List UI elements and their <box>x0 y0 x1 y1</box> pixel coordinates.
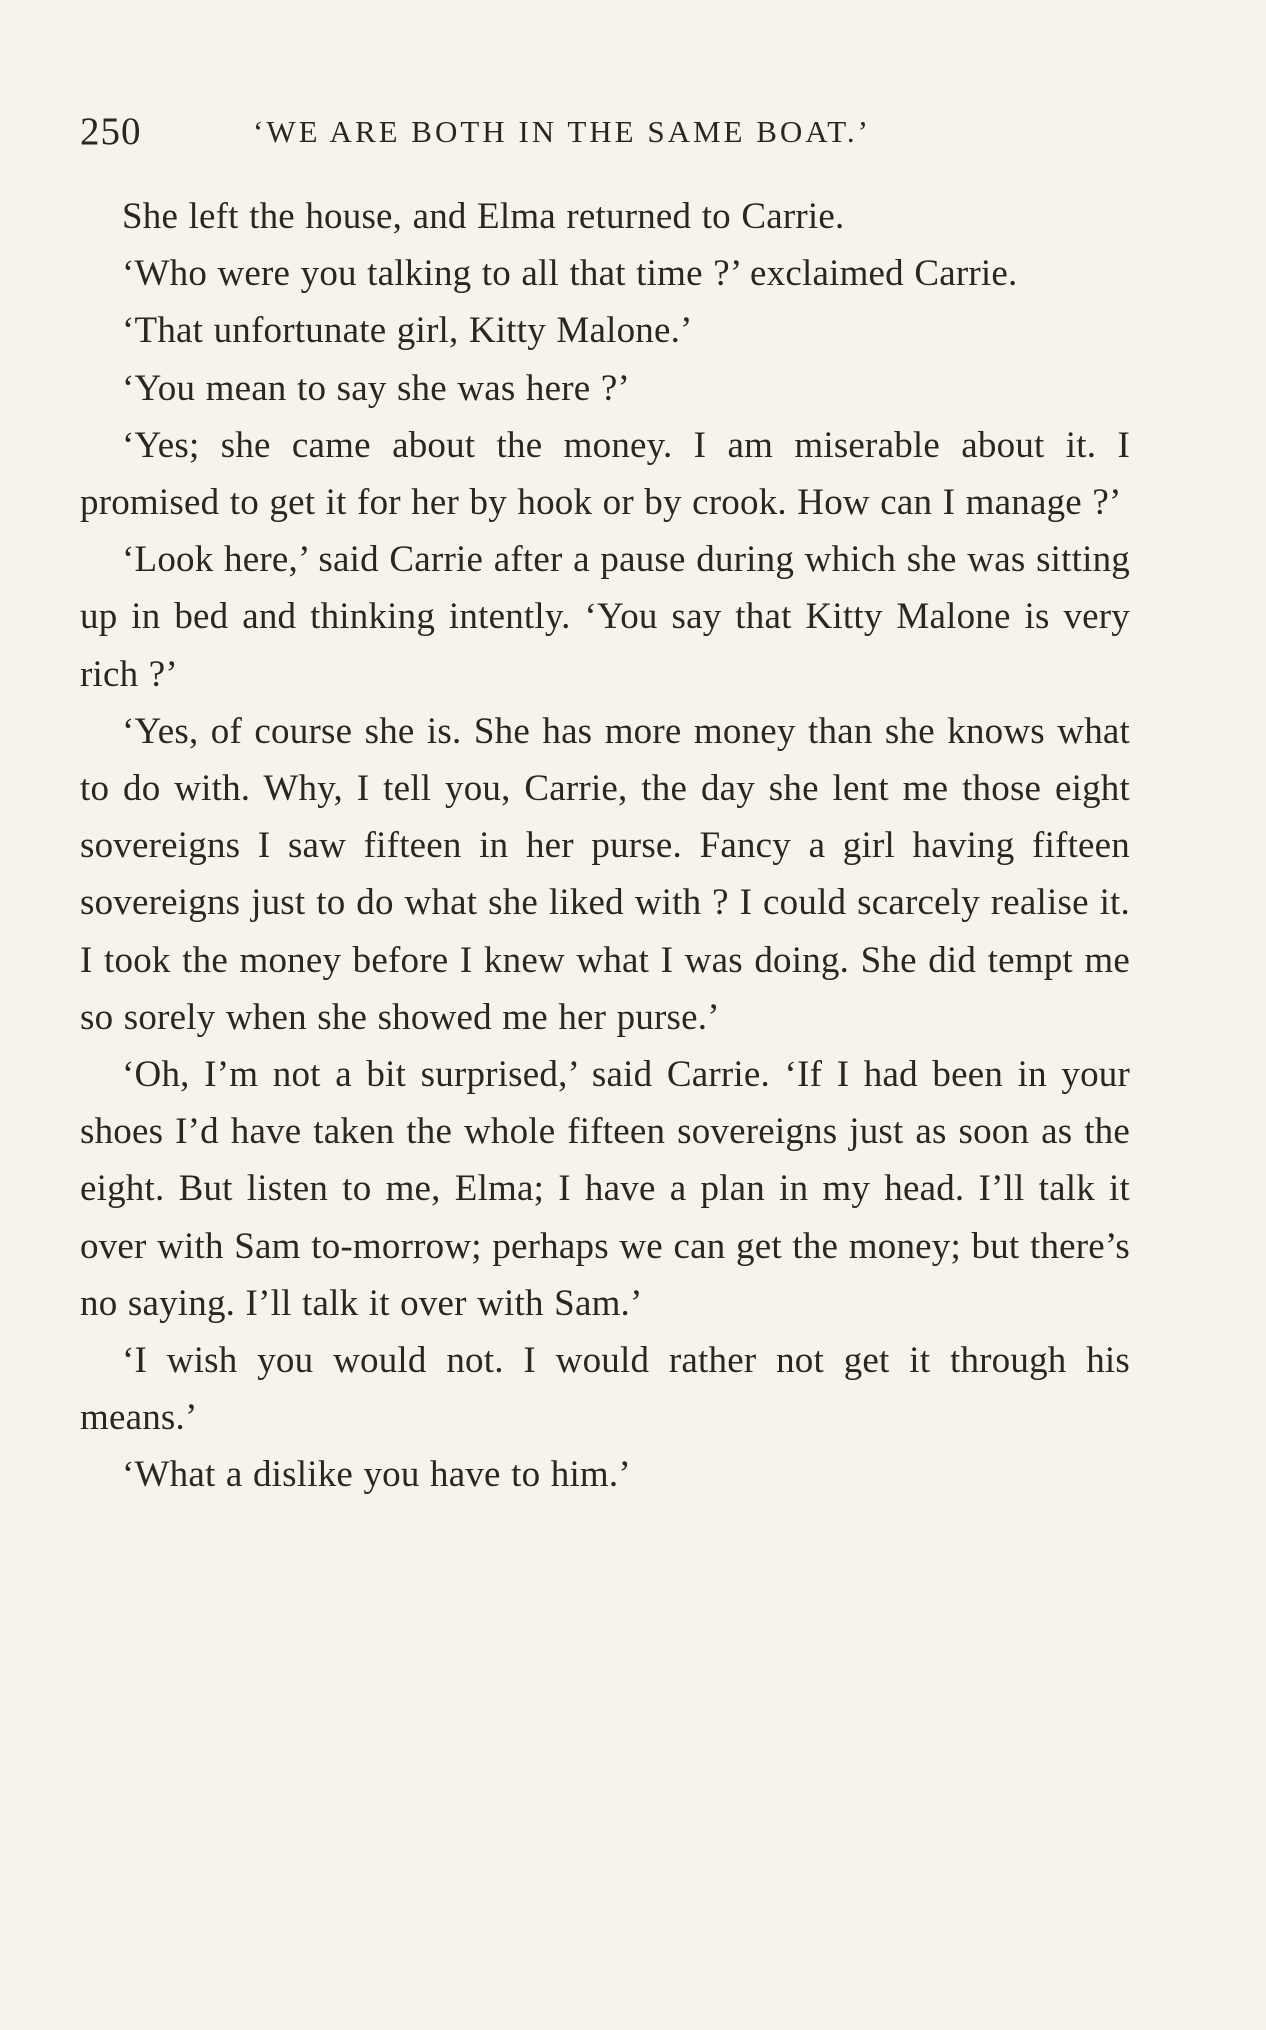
page-number: 250 <box>80 110 142 153</box>
paragraph: She left the house, and Elma returned to Carrie. <box>122 196 845 237</box>
running-head: ‘WE ARE BOTH IN THE SAME BOAT.’ <box>253 114 871 149</box>
paragraph: ‘Yes, of course she is. She has more money than she knows what to do with. Why, I tell you, Carrie, the day she lent me those eight sovereigns I saw fifteen in her purse. Fancy a girl having fifteen sovereigns just to do what she liked with ? I could scarcely realise it. I took the money before I knew what I was doing. She did tempt me so sorely when she showed me her purse.’ <box>80 710 1130 1038</box>
body-text <box>80 188 1130 1504</box>
paragraph: ‘Oh, I’m not a bit surprised,’ said Carrie. ‘If I had been in your shoes I’d have taken the whole fifteen sovereigns just as soon as the eight. But listen to me, Elma; I have a plan in my head. I’ll talk it over with Sam to-morrow; perhaps we can get the money; but there’s no saying. I’ll talk it over with Sam.’ <box>80 1054 1130 1324</box>
paragraph: ‘Who were you talking to all that time ?’ exclaimed Carrie. <box>122 253 1018 295</box>
paragraph: ‘Yes; she came about the money. I am miserable about it. I promised to get it for her by hook or by crook. How can I manage ?’ <box>80 424 1130 524</box>
paragraph: ‘Look here,’ said Carrie after a pause during which she was sitting up in bed and thinking intently. ‘You say that Kitty Malone is very rich ?’ <box>80 539 1130 695</box>
paragraph: ‘I wish you would not. I would rather not get it through his means.’ <box>80 1340 1130 1439</box>
paragraph: ‘That unfortunate girl, Kitty Malone.’ <box>122 310 693 352</box>
paragraph: ‘What a dislike you have to him.’ <box>122 1454 631 1496</box>
page-header <box>80 104 1130 160</box>
paragraph: ‘You mean to say she was here ?’ <box>122 367 630 409</box>
